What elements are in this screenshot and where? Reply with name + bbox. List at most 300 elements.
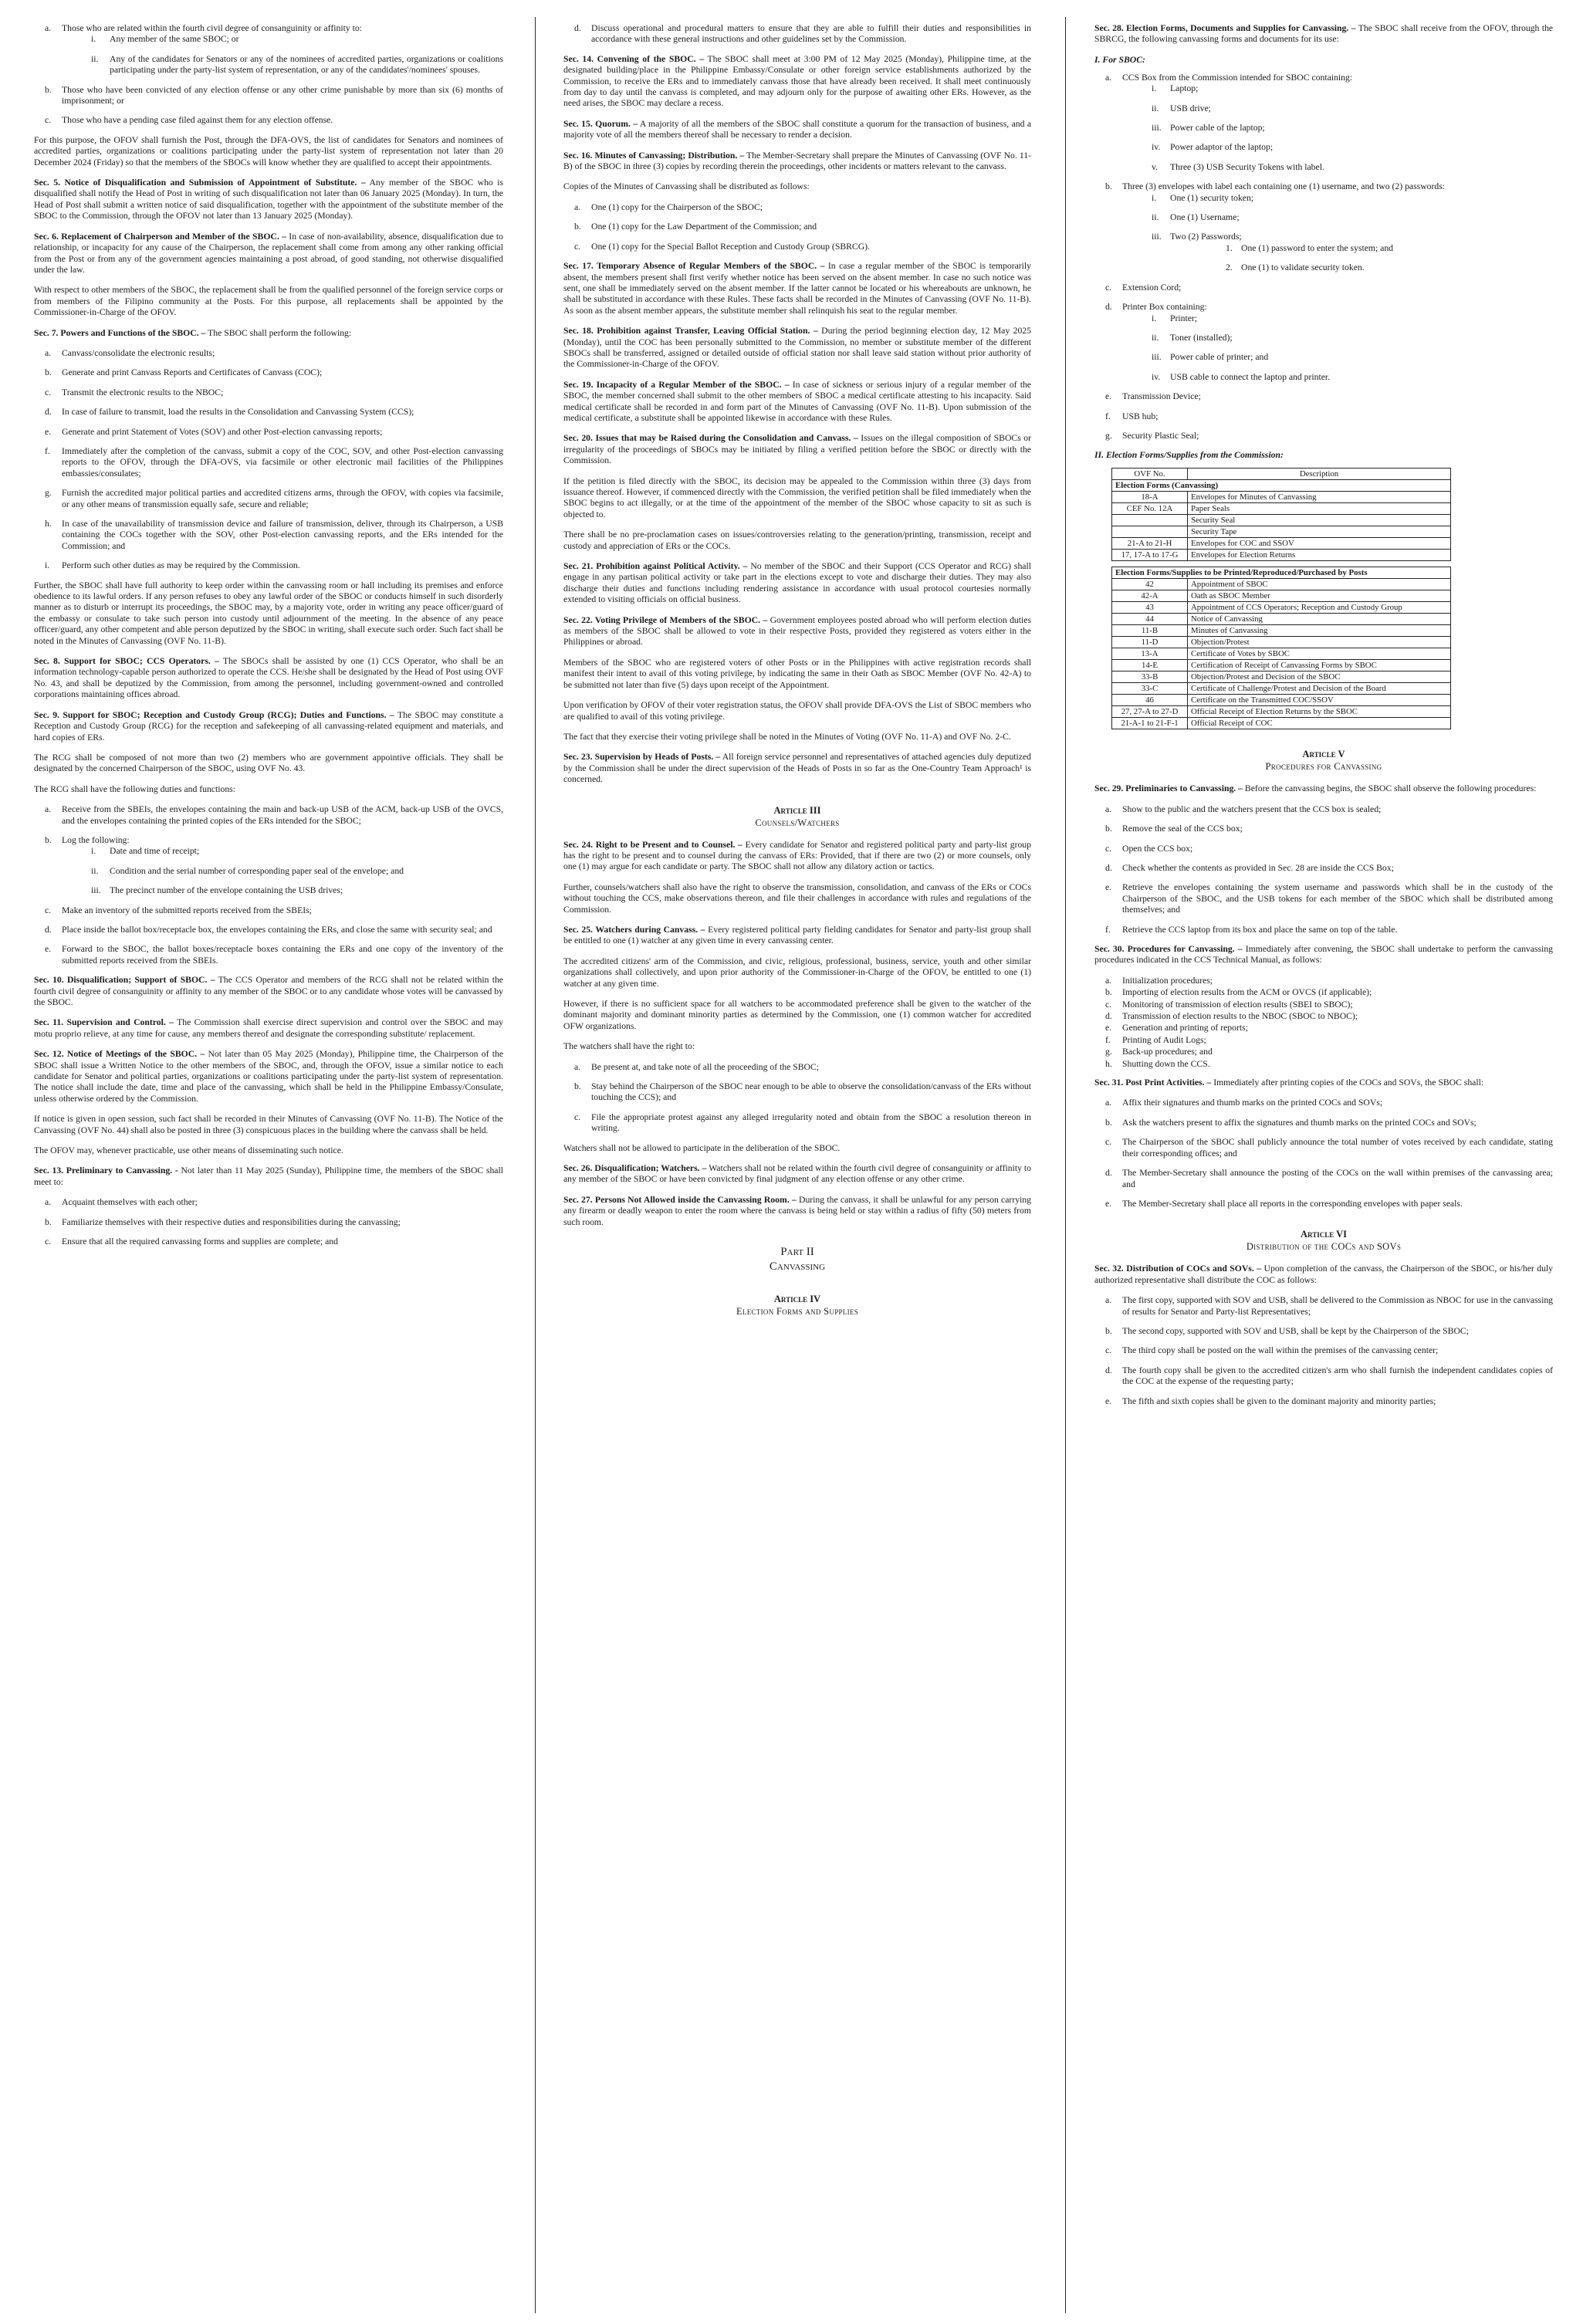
section-heading: Sec. 29. Preliminaries to Canvassing. – bbox=[1094, 783, 1243, 794]
table-row bbox=[1112, 503, 1451, 515]
list-item bbox=[34, 519, 503, 552]
enumerated-list bbox=[34, 23, 503, 127]
enumerated-list bbox=[62, 846, 503, 896]
list-item bbox=[1122, 123, 1553, 134]
paragraph-text: During the canvass, it shall be unlawful for any person carrying any firearm or deadly weapon to enter the room where the canvass is being held or stay within a radius of fifty (50) meters from such room. bbox=[563, 1194, 1031, 1227]
article-heading bbox=[563, 1293, 1031, 1318]
list-item bbox=[563, 23, 1031, 46]
list-marker: d. bbox=[45, 407, 52, 418]
list-item bbox=[1094, 282, 1553, 293]
list-item-text: The fourth copy shall be given to the accredited citizen's arm who shall furnish the independent candidates copies of the COC at the expense of the requesting party; bbox=[1122, 1365, 1553, 1387]
paragraph-text: Immediately after printing copies of the COCs and SOVs, the SBOC shall: bbox=[1213, 1077, 1484, 1088]
list-item bbox=[34, 1197, 503, 1208]
part-number: Part II bbox=[780, 1246, 814, 1259]
table-row bbox=[1112, 550, 1451, 561]
list-item bbox=[1094, 1098, 1553, 1108]
list-item-text: One (1) Username; bbox=[1170, 212, 1240, 223]
list-marker: ii. bbox=[91, 53, 99, 64]
list-marker: c. bbox=[1105, 282, 1112, 293]
table-cell-ovf-no: 21-A-1 to 21-F-1 bbox=[1112, 718, 1188, 729]
enumerated-list bbox=[563, 23, 1031, 46]
list-item bbox=[1094, 1137, 1553, 1159]
table-row bbox=[1112, 526, 1451, 538]
list-marker: f. bbox=[1105, 1034, 1111, 1045]
list-marker: d. bbox=[1105, 1365, 1112, 1375]
paragraph-text: The fact that they exercise their voting privilege shall be noted in the Minutes of Voting (OVF No. 11-A) and OVF No. 2-C. bbox=[563, 731, 1011, 742]
list-marker: b. bbox=[1105, 987, 1112, 998]
table-cell-ovf-no: 42-A bbox=[1112, 590, 1188, 602]
list-marker: a. bbox=[1105, 72, 1112, 83]
paragraph bbox=[563, 1041, 1031, 1052]
table-cell-ovf-no: 43 bbox=[1112, 602, 1188, 614]
list-item-text: In case of failure to transmit, load the results in the Consolidation and Canvassing System (CCS); bbox=[62, 407, 414, 418]
list-item-text: One (1) copy for the Law Department of the Commission; and bbox=[591, 222, 817, 232]
table-cell-description: Official Receipt of Election Returns by the SBOC bbox=[1188, 706, 1451, 718]
paragraph-text: The RCG shall be composed of not more than two (2) members who are government appointive officials. They shall be designated by the concerned Chairperson of the SBOC, using OVF No. 43. bbox=[34, 752, 503, 774]
list-item-text: Those who have been convicted of any election offense or any other crime punishable by more than six (6) months of imprisonment; or bbox=[62, 84, 503, 107]
paragraph-text: However, if there is no sufficient space for all watchers to be accommodated preference shall be given to the watcher of the dominant majority and dominant minority parties as determined by the Commission, one (1) common watcher for accredited OFW organizations. bbox=[563, 999, 1031, 1031]
list-marker: b. bbox=[45, 367, 52, 378]
table-cell-description: Objection/Protest bbox=[1188, 637, 1451, 648]
text-column-middle bbox=[563, 23, 1031, 2308]
list-marker: c. bbox=[45, 905, 52, 915]
list-item-text: Open the CCS box; bbox=[1122, 843, 1193, 854]
list-item-text: Show to the public and the watchers present that the CCS box is sealed; bbox=[1122, 803, 1382, 814]
section-paragraph bbox=[563, 151, 1031, 173]
enumerated-list bbox=[1094, 1295, 1553, 1407]
list-item bbox=[34, 23, 503, 76]
list-item bbox=[34, 944, 503, 966]
paragraph-text: For this purpose, the OFOV shall furnish the Post, through the DFA-OVS, the list of candidates for Senators and nominees of accredited parties, organizations or coalitions participating under the party-list system of representation not later than 20 December 2024 (Friday) so that the members of the SBOCs will know whether they are qualified to accept their appointments. bbox=[34, 134, 503, 167]
section-heading: Sec. 23. Supervision by Heads of Posts. – bbox=[563, 752, 721, 763]
paragraph bbox=[563, 181, 1031, 192]
enumerated-list bbox=[563, 1062, 1031, 1135]
section-heading: Sec. 20. Issues that may be Raised during the Consolidation and Canvass. – bbox=[563, 433, 858, 444]
list-item-text: Discuss operational and procedural matters to ensure that they are able to fulfill their duties and responsibilities in accordance with these general instructions and other guidelines set by the Commission. bbox=[591, 23, 1031, 45]
section-heading: Sec. 31. Post Print Activities. – bbox=[1094, 1077, 1212, 1088]
list-item-text: Generate and print Statement of Votes (SOV) and other Post-election canvassing reports; bbox=[62, 426, 383, 437]
enumerated-list bbox=[1094, 73, 1553, 442]
list-marker: c. bbox=[45, 1236, 52, 1247]
list-marker: ii. bbox=[1152, 103, 1159, 113]
section-paragraph bbox=[563, 615, 1031, 648]
list-marker: i. bbox=[1152, 192, 1157, 203]
table-header-cell: Description bbox=[1188, 469, 1451, 480]
enumerated-list bbox=[1122, 83, 1553, 173]
text-column-left bbox=[34, 23, 503, 2308]
table-row bbox=[1112, 590, 1451, 602]
list-item-text: Any of the candidates for Senators or any of the nominees of accredited parties, organizations or coalitions participating under the party-list system of representation, or any of the candidates'/nominees' spouses. bbox=[110, 53, 503, 76]
list-item bbox=[1094, 1023, 1553, 1033]
section-heading: Sec. 13. Preliminary to Canvassing. - bbox=[34, 1165, 178, 1176]
list-marker: iii. bbox=[91, 885, 101, 896]
list-item bbox=[62, 885, 503, 896]
list-marker: b. bbox=[45, 1216, 52, 1227]
article-number: Article VI bbox=[1300, 1229, 1347, 1240]
list-marker: a. bbox=[45, 347, 52, 358]
table-cell-ovf-no: 13-A bbox=[1112, 648, 1188, 660]
list-item-text: USB cable to connect the laptop and printer. bbox=[1170, 371, 1331, 382]
table-cell-ovf-no: 42 bbox=[1112, 579, 1188, 590]
list-marker: e. bbox=[45, 426, 52, 437]
list-item bbox=[34, 488, 503, 510]
section-paragraph bbox=[563, 380, 1031, 425]
paragraph-text: In case a regular member of the SBOC is temporarily absent, the members present shall first verify whether notice has been served on the absent member. In case no such notice was sent, one shall be immediately served on the absent member. If the latter cannot be located or his whereabouts are unknown, he shall be substituted in accordance with these Rules. These facts shall be recorded in the Minutes of Canvassing (OVF No. 11-B). As soon as the absent member appears, the substitute member shall relinquish his seat to the regular member. bbox=[563, 261, 1031, 316]
table-cell-ovf-no: 11-B bbox=[1112, 625, 1188, 637]
section-paragraph bbox=[34, 232, 503, 276]
section-heading: Sec. 26. Disqualification; Watchers. – bbox=[563, 1163, 707, 1174]
table-row bbox=[1112, 492, 1451, 503]
list-item-text: Printing of Audit Logs; bbox=[1122, 1034, 1206, 1045]
enumerated-list bbox=[1094, 1098, 1553, 1209]
paragraph-text: Before the canvassing begins, the SBOC shall observe the following procedures: bbox=[1244, 783, 1537, 794]
paragraph-text: Further, the SBOC shall have full authority to keep order within the canvassing room or hall including its premises and enforce obedience to its lawful orders. If any person refuses to obey any lawful order of the SBOC or conducts himself in such disorderly manner as to disturb or interrupt its proceedings, the SBOC may, by a majority vote, order in writing any peace officer/guard of the embassy or consulate to take such person into custody until adjournment of the meeting. In the absence of any peace officer/guard, any other competent and able person deputized by the SBOC in writing, shall execute such order. Such fact shall be noted in the Minutes of Canvassing (OVF No. 11-B). bbox=[34, 580, 503, 646]
list-marker: h. bbox=[1105, 1058, 1112, 1069]
list-marker: iii. bbox=[1152, 232, 1162, 242]
table-section-row bbox=[1112, 567, 1451, 579]
section-paragraph bbox=[1094, 1077, 1553, 1088]
table-row bbox=[1112, 602, 1451, 614]
article-number: Article III bbox=[773, 804, 821, 816]
list-item-text: Monitoring of transmission of election results (SBEI to SBOC); bbox=[1122, 999, 1353, 1010]
article-number: Article V bbox=[1302, 749, 1345, 760]
list-item-text: One (1) password to enter the system; and bbox=[1241, 242, 1394, 253]
article-heading bbox=[1094, 1228, 1553, 1253]
table-cell-ovf-no: CEF No. 12A bbox=[1112, 503, 1188, 515]
list-item-text: USB drive; bbox=[1170, 103, 1211, 113]
list-item-text: Affix their signatures and thumb marks on the printed COCs and SOVs; bbox=[1122, 1098, 1383, 1108]
list-item-text: Remove the seal of the CCS box; bbox=[1122, 824, 1243, 834]
section-paragraph bbox=[563, 261, 1031, 316]
list-item-text: One (1) to validate security token. bbox=[1241, 262, 1365, 273]
paragraph bbox=[34, 580, 503, 647]
paragraph-text: Issues on the illegal composition of SBOCs or irregularity of the proceedings of SBOCs may be initiated by filing a verified petition before the SBOC or directly with the Commission. bbox=[563, 433, 1031, 466]
list-marker: b. bbox=[1105, 824, 1112, 834]
list-marker: ii. bbox=[91, 865, 99, 876]
list-marker: iii. bbox=[1152, 352, 1162, 363]
list-marker: d. bbox=[1105, 862, 1112, 873]
list-item-text: Importing of election results from the ACM or OVCS (if applicable); bbox=[1122, 987, 1372, 998]
list-item bbox=[1122, 333, 1553, 343]
paragraph-text: Copies of the Minutes of Canvassing shall be distributed as follows: bbox=[563, 181, 810, 192]
list-marker: c. bbox=[1105, 1137, 1112, 1148]
list-marker: c. bbox=[1105, 999, 1112, 1010]
table-cell-description: Oath as SBOC Member bbox=[1188, 590, 1451, 602]
list-item-text: Transmission of election results to the NBOC (SBOC to NBOC); bbox=[1122, 1011, 1358, 1022]
article-number: Article IV bbox=[773, 1294, 821, 1305]
list-item bbox=[1094, 391, 1553, 402]
list-item-text: Ask the watchers present to affix the signatures and thumb marks on the printed COCs and SOVs; bbox=[1122, 1117, 1477, 1128]
table-header-row bbox=[1112, 469, 1451, 480]
table-row bbox=[1112, 660, 1451, 671]
list-marker: b. bbox=[1105, 1117, 1112, 1128]
list-item-text: Make an inventory of the submitted reports received from the SBEIs; bbox=[62, 905, 312, 915]
list-item bbox=[1094, 804, 1553, 815]
table-row bbox=[1112, 648, 1451, 660]
table-cell-description: Envelopes for Election Returns bbox=[1188, 550, 1451, 561]
paragraph-text: There shall be no pre-proclamation cases on issues/controversies relating to the generation/printing, transmission, receipt and custody and appreciation of ERs or the COCs. bbox=[563, 529, 1031, 551]
list-item-text: Generate and print Canvass Reports and Certificates of Canvass (COC); bbox=[62, 367, 323, 378]
table-header-cell: OVF No. bbox=[1112, 469, 1188, 480]
table-section-cell: Election Forms/Supplies to be Printed/Reproduced/Purchased by Posts bbox=[1112, 567, 1451, 579]
list-item bbox=[34, 367, 503, 378]
list-item-text: Printer Box containing: bbox=[1122, 302, 1207, 313]
list-item bbox=[1094, 1199, 1553, 1209]
table-cell-description: Minutes of Canvassing bbox=[1188, 625, 1451, 637]
list-item-text: Any member of the same SBOC; or bbox=[110, 34, 239, 45]
list-marker: iv. bbox=[1152, 142, 1161, 153]
paragraph bbox=[563, 658, 1031, 691]
list-item-text: Security Plastic Seal; bbox=[1122, 430, 1199, 441]
section-heading: Sec. 7. Powers and Functions of the SBOC. – bbox=[34, 327, 206, 338]
list-item-text: Those who are related within the fourth civil degree of consanguinity or affinity to: bbox=[62, 23, 362, 33]
list-item bbox=[34, 1217, 503, 1228]
list-marker: e. bbox=[1105, 882, 1112, 893]
section-paragraph bbox=[1094, 23, 1553, 46]
list-item-text: Power adaptor of the laptop; bbox=[1170, 142, 1274, 153]
table-cell-description: Paper Seals bbox=[1188, 503, 1451, 515]
list-item bbox=[563, 1081, 1031, 1104]
enumerated-list bbox=[62, 34, 503, 76]
list-marker: d. bbox=[574, 23, 581, 33]
section-heading: Sec. 25. Watchers during Canvass. – bbox=[563, 924, 705, 935]
table-cell-description: Security Seal bbox=[1188, 515, 1451, 526]
list-marker: a. bbox=[574, 1061, 581, 1072]
paragraph-text: The SBOCs shall be assisted by one (1) CCS Operator, who shall be an information technology-capable person authorized to operate the CCS. He/she shall be designated by the Head of Post using OVF No. 43, and shall be deputized by the Commission, from among the personnel, including government-owned and controlled corporations maintaining offices abroad. bbox=[34, 656, 503, 700]
list-item bbox=[1094, 1011, 1553, 1022]
section-paragraph bbox=[563, 752, 1031, 785]
list-item bbox=[1122, 352, 1553, 363]
list-item bbox=[34, 560, 503, 571]
section-paragraph bbox=[34, 1165, 503, 1188]
list-item-text: USB hub; bbox=[1122, 411, 1159, 421]
list-item bbox=[1094, 844, 1553, 854]
list-item bbox=[1094, 987, 1553, 998]
table-cell-description: Certificate of Challenge/Protest and Decision of the Board bbox=[1188, 683, 1451, 695]
section-heading: Sec. 9. Support for SBOC; Reception and Custody Group (RCG); Duties and Functions. – bbox=[34, 709, 394, 720]
list-marker: b. bbox=[45, 834, 52, 845]
list-item-text: Log the following: bbox=[62, 834, 130, 845]
list-marker: a. bbox=[45, 804, 52, 815]
table-row bbox=[1112, 695, 1451, 706]
paragraph bbox=[34, 784, 503, 795]
list-item-text: Check whether the contents as provided in Sec. 28 are inside the CCS Box; bbox=[1122, 862, 1394, 873]
paragraph bbox=[563, 956, 1031, 989]
list-item bbox=[34, 115, 503, 126]
paragraph-text: Any member of the SBOC who is disqualified shall notify the Head of Post in writing of such disqualification not later than 06 January 2025 (Monday). In turn, the Head of Post shall submit a written notice of said disqualification, together with the appointment of the substitute member of the SBOC to the Commission, through the OFOV not later than 13 January 2025 (Monday). bbox=[34, 178, 503, 222]
list-marker: f. bbox=[1105, 411, 1111, 421]
paragraph bbox=[563, 476, 1031, 521]
paragraph-text: The watchers shall have the right to: bbox=[563, 1041, 695, 1052]
list-marker: c. bbox=[45, 387, 52, 397]
paragraph bbox=[563, 732, 1031, 743]
list-item-text: The fifth and sixth copies shall be given to the dominant majority and minority parties; bbox=[1122, 1395, 1436, 1406]
list-marker: c. bbox=[574, 241, 581, 252]
list-item-text: Laptop; bbox=[1170, 83, 1199, 94]
subsection-heading: II. Election Forms/Supplies from the Commission: bbox=[1094, 450, 1284, 461]
list-marker: c. bbox=[45, 115, 52, 126]
list-item-text: Retrieve the envelopes containing the system username and passwords which shall be in the custody of the Chairperson of the SBOC, and the USB tokens for each member of the SBOC which shall be distributed among themselves; and bbox=[1122, 882, 1553, 915]
table-row bbox=[1112, 625, 1451, 637]
list-marker: i. bbox=[1152, 83, 1157, 94]
list-item-text: Transmit the electronic results to the NBOC; bbox=[62, 387, 224, 397]
list-marker: iii. bbox=[1152, 123, 1162, 134]
list-marker: iv. bbox=[1152, 371, 1161, 382]
list-marker: a. bbox=[574, 201, 581, 212]
paragraph-text: The Member-Secretary shall prepare the Minutes of Canvassing (OVF No. 11-B) of the SBOC in three (3) copies by recording therein the proceedings, other incidents or matters relevant to the canvass. bbox=[563, 150, 1031, 172]
list-item bbox=[1094, 181, 1553, 273]
section-heading: Sec. 27. Persons Not Allowed inside the Canvassing Room. – bbox=[563, 1194, 797, 1205]
table-cell-description: Appointment of CCS Operators; Reception and Custody Group bbox=[1188, 602, 1451, 614]
list-item-text: Forward to the SBOC, the ballot boxes/receptacle boxes containing the ERs and one copy of the inventory of the submitted reports received from the SBEIs. bbox=[62, 944, 503, 966]
paragraph-text: With respect to other members of the SBOC, the replacement shall be from the qualified personnel of the foreign service corps or from members of the Filipino community at the Posts. For this purpose, all replacements shall be appointed by the Commissioner-in-Charge of the OFOV. bbox=[34, 285, 503, 318]
list-item bbox=[34, 387, 503, 398]
section-heading: Sec. 5. Notice of Disqualification and Submission of Appointment of Substitute. – bbox=[34, 178, 366, 188]
paragraph-text: The OFOV may, whenever practicable, use other means of disseminating such notice. bbox=[34, 1145, 343, 1156]
table-row bbox=[1112, 579, 1451, 590]
paragraph-text: The Commission shall exercise direct supervision and control over the SBOC and may motu proprio relieve, at any time for cause, any members thereof and designate the corresponding substitute/ replacement. bbox=[34, 1017, 503, 1039]
list-marker: b. bbox=[574, 222, 581, 232]
part-title: Canvassing bbox=[769, 1260, 826, 1274]
section-heading: Sec. 15. Quorum. – bbox=[563, 118, 638, 129]
enumerated-list bbox=[563, 202, 1031, 252]
paragraph bbox=[34, 1114, 503, 1136]
table-section-row bbox=[1112, 480, 1451, 492]
paragraph-text: The SBOC shall perform the following: bbox=[208, 327, 352, 338]
list-item bbox=[1094, 73, 1553, 173]
table-row bbox=[1112, 637, 1451, 648]
article-title: Distribution of the COCs and SOVs bbox=[1246, 1241, 1402, 1253]
list-marker: a. bbox=[1105, 1295, 1112, 1306]
list-item bbox=[1094, 824, 1553, 834]
paragraph-text: The CCS Operator and members of the RCG shall not be related within the fourth civil degree of consanguinity or affinity to any member of the SBOC or to any candidate whose votes will be canvassed by the SBOC. bbox=[34, 975, 503, 1007]
list-marker: g. bbox=[45, 488, 52, 499]
list-item-text: Transmission Device; bbox=[1122, 391, 1201, 402]
paragraph-text: If the petition is filed directly with the SBOC, its decision may be appealed to the Commission within three (3) days from issuance thereof. However, if commenced directly with the Commission, the verified petition shall be filed immediately when the SBOC begins to act illegally, or at the time of the appointment of the member of the SBOC whose capacity to sit as such is objected to. bbox=[563, 475, 1031, 519]
paragraph-text: A majority of all the members of the SBOC shall constitute a quorum for the transaction of business, and a majority vote of all the members thereof shall be necessary to render a decision. bbox=[563, 118, 1031, 140]
list-item bbox=[62, 866, 503, 877]
section-heading: Sec. 30. Procedures for Canvassing. – bbox=[1094, 944, 1243, 954]
list-marker: e. bbox=[1105, 391, 1112, 402]
list-item bbox=[1122, 313, 1553, 324]
list-item-text: The second copy, supported with SOV and USB, shall be kept by the Chairperson of the SBOC; bbox=[1122, 1325, 1469, 1336]
table-cell-description: Notice of Canvassing bbox=[1188, 614, 1451, 625]
list-item bbox=[563, 242, 1031, 252]
list-item bbox=[1094, 411, 1553, 422]
list-item-text: The first copy, supported with SOV and USB, shall be delivered to the Commission as NBOC for use in the canvassing of results for Senator and Party-list Representatives; bbox=[1122, 1295, 1553, 1317]
enumerated-list bbox=[34, 348, 503, 572]
list-item-text: In case of the unavailability of transmission device and failure of transmission, deliver, through its Chairperson, a USB containing the COCs together with the SOV, other Post-election canvassing reports, and the ERs intended for the Commission; and bbox=[62, 519, 503, 551]
table-cell-description: Appointment of SBOC bbox=[1188, 579, 1451, 590]
list-marker: d. bbox=[1105, 1011, 1112, 1022]
paragraph-text: Not later than 05 May 2025 (Monday), Philippine time, the Chairperson of the SBOC shall issue a Written Notice to the other members of the SBOC, and, through the OFOV, issue a similar notice to each candidate for Senator and political parties, organizations or coalitions participating under the party-list system of representation. The notice shall include the date, time and place of the canvassing, which shall be held in the Philippine Embassy/Consulate, unless otherwise ordered by the Commission. bbox=[34, 1049, 503, 1104]
list-item-text: Generation and printing of reports; bbox=[1122, 1023, 1248, 1033]
table-cell-ovf-no: 14-E bbox=[1112, 660, 1188, 671]
article-title: Election Forms and Supplies bbox=[736, 1306, 859, 1318]
list-item bbox=[1122, 372, 1553, 383]
list-item bbox=[34, 407, 503, 418]
list-marker: e. bbox=[1105, 1395, 1112, 1406]
list-marker: c. bbox=[1105, 843, 1112, 854]
section-paragraph bbox=[563, 840, 1031, 873]
list-marker: i. bbox=[91, 846, 96, 857]
list-item bbox=[1094, 1000, 1553, 1010]
table-cell-ovf-no bbox=[1112, 515, 1188, 526]
list-item-text: Canvass/consolidate the electronic results; bbox=[62, 347, 215, 358]
list-marker: i. bbox=[45, 560, 50, 571]
paragraph bbox=[34, 1145, 503, 1156]
list-item-text: Familiarize themselves with their respective duties and responsibilities during the canvassing; bbox=[62, 1216, 401, 1227]
table-cell-ovf-no: 46 bbox=[1112, 695, 1188, 706]
section-paragraph bbox=[34, 975, 503, 1008]
article-title: Procedures for Canvassing bbox=[1265, 761, 1382, 773]
list-item-text: Three (3) USB Security Tokens with label. bbox=[1170, 161, 1324, 172]
table-cell-ovf-no: 17, 17-A to 17-G bbox=[1112, 550, 1188, 561]
list-marker: g. bbox=[1105, 430, 1112, 441]
table-cell-description: Envelopes for COC and SSOV bbox=[1188, 538, 1451, 550]
list-marker: e. bbox=[45, 944, 52, 955]
table-cell-ovf-no: 44 bbox=[1112, 614, 1188, 625]
ovf-forms-table bbox=[1111, 468, 1451, 729]
table-cell-ovf-no: 33-B bbox=[1112, 671, 1188, 683]
paragraph bbox=[563, 529, 1031, 552]
section-paragraph bbox=[1094, 1263, 1553, 1286]
paragraph bbox=[34, 753, 503, 775]
list-item-text: Receive from the SBEIs, the envelopes containing the main and back-up USB of the ACM, back-up USB of the OVCS, and the envelopes containing the printed copies of the ERs intended for the SBOC; bbox=[62, 804, 503, 826]
table-cell-description: Certification of Receipt of Canvassing Forms by SBOC bbox=[1188, 660, 1451, 671]
list-item bbox=[34, 804, 503, 827]
section-paragraph bbox=[34, 178, 503, 222]
list-item-text: The Member-Secretary shall announce the posting of the COCs on the wall within premises of the canvassing area; and bbox=[1122, 1168, 1553, 1189]
table-spacer-row bbox=[1112, 561, 1451, 567]
section-heading: Sec. 28. Election Forms, Documents and Supplies for Canvassing. – bbox=[1094, 23, 1356, 33]
column-divider bbox=[535, 17, 536, 2313]
section-paragraph bbox=[563, 561, 1031, 606]
section-paragraph bbox=[34, 710, 503, 743]
list-item-text: Date and time of receipt; bbox=[110, 846, 200, 857]
list-item bbox=[1122, 103, 1553, 114]
subsection-heading: I. For SBOC: bbox=[1094, 54, 1145, 65]
list-item bbox=[34, 446, 503, 479]
paragraph-text: The SBOC shall receive from the OFOV, through the SBRCG, the following canvassing forms and documents for its use: bbox=[1094, 23, 1553, 45]
section-paragraph bbox=[34, 1017, 503, 1040]
table-spacer-cell bbox=[1112, 561, 1451, 567]
table-cell-description: Certificate of Votes by SBOC bbox=[1188, 648, 1451, 660]
enumerated-list bbox=[1094, 976, 1553, 1070]
section-heading: Sec. 32. Distribution of COCs and SOVs. – bbox=[1094, 1263, 1262, 1274]
section-heading: Sec. 8. Support for SBOC; CCS Operators. – bbox=[34, 656, 219, 667]
table-cell-description: Security Tape bbox=[1188, 526, 1451, 538]
section-heading: Sec. 22. Voting Privilege of Members of the SBOC. – bbox=[563, 614, 768, 625]
list-marker: d. bbox=[45, 924, 52, 935]
list-marker: b. bbox=[574, 1081, 581, 1092]
list-item bbox=[34, 835, 503, 897]
paragraph-text: Upon verification by OFOV of their voter registration status, the OFOV shall provide DFA-OVS the List of SBOC members who are qualified to avail of this voting privilege. bbox=[563, 700, 1031, 722]
list-marker: d. bbox=[1105, 302, 1112, 313]
table-cell-description: Certificate on the Transmitted COC/SSOV bbox=[1188, 695, 1451, 706]
table-row bbox=[1112, 614, 1451, 625]
list-item bbox=[563, 222, 1031, 232]
list-item-text: The Member-Secretary shall place all reports in the corresponding envelopes with paper seals. bbox=[1122, 1198, 1463, 1209]
paragraph-text: Every registered political party fielding candidates for Senator and party-list group shall be entitled to one (1) watcher at any given time in every canvassing center. bbox=[563, 924, 1031, 946]
section-paragraph bbox=[1094, 783, 1553, 794]
table-cell-ovf-no: 18-A bbox=[1112, 492, 1188, 503]
list-marker: b. bbox=[1105, 1325, 1112, 1336]
list-marker: 1. bbox=[1226, 242, 1233, 253]
list-marker: 2. bbox=[1226, 262, 1233, 273]
list-item bbox=[1170, 262, 1553, 273]
list-marker: b. bbox=[45, 84, 52, 95]
